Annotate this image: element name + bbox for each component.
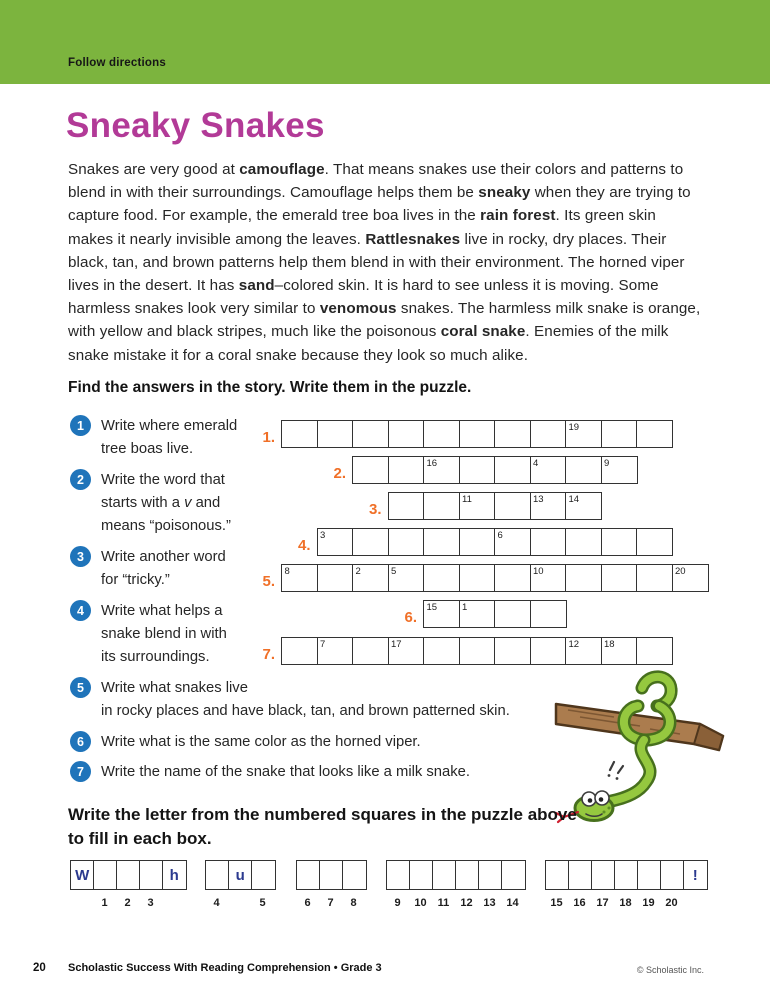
clue-text: Write what snakes live in rocky places and have black, tan, and brown patterned skin.	[101, 680, 510, 719]
letter-box-number: 12	[460, 897, 473, 909]
puzzle-cell[interactable]	[423, 528, 460, 556]
puzzle-cell[interactable]	[530, 420, 567, 448]
puzzle-cell[interactable]	[352, 637, 389, 665]
letter-box-number: 9	[394, 897, 401, 909]
puzzle-cell-number: 7	[320, 639, 326, 650]
letter-box-prefilled: W	[70, 860, 95, 890]
puzzle-cell[interactable]	[317, 420, 354, 448]
letter-box-number: 3	[147, 897, 154, 909]
puzzle-cell-number: 6	[497, 530, 503, 541]
letter-box-number: 16	[573, 897, 586, 909]
letter-box-number: 6	[304, 897, 311, 909]
clue-text: Write another word for “tricky.”	[101, 549, 226, 588]
clue-item-5	[70, 677, 510, 723]
puzzle-cell-number: 13	[533, 494, 544, 505]
letter-box-number: 19	[642, 897, 655, 909]
clue-text: Write where emerald tree boas live.	[101, 418, 238, 457]
puzzle-cell[interactable]	[530, 492, 567, 520]
puzzle-cell[interactable]	[636, 637, 673, 665]
header-label: Follow directions	[68, 57, 166, 69]
clue-number-badge: 3	[70, 546, 91, 567]
clue-item-3	[70, 546, 226, 592]
puzzle-cell[interactable]	[352, 456, 389, 484]
letter-box-number: 15	[550, 897, 563, 909]
puzzle-cell[interactable]	[601, 456, 638, 484]
puzzle-cell[interactable]	[565, 528, 602, 556]
puzzle-cell-number: 10	[533, 566, 544, 577]
letter-box-number: 1	[101, 897, 108, 909]
puzzle-cell[interactable]	[494, 600, 531, 628]
puzzle-cell[interactable]	[352, 420, 389, 448]
puzzle-cell-number: 20	[675, 566, 686, 577]
puzzle-cell[interactable]	[494, 528, 531, 556]
puzzle-cell[interactable]	[565, 492, 602, 520]
puzzle-cell[interactable]	[636, 528, 673, 556]
puzzle-cell-number: 8	[284, 566, 290, 577]
letter-box[interactable]	[386, 860, 411, 890]
puzzle-cell[interactable]	[494, 492, 531, 520]
letter-box[interactable]	[545, 860, 570, 890]
letter-box[interactable]	[660, 860, 685, 890]
puzzle-cell[interactable]	[459, 420, 496, 448]
puzzle-cell-number: 5	[391, 566, 397, 577]
puzzle-cell[interactable]	[601, 528, 638, 556]
clue-number-badge: 2	[70, 469, 91, 490]
puzzle-cell-number: 9	[604, 458, 610, 469]
puzzle-cell[interactable]	[601, 637, 638, 665]
letter-box-prefilled: u	[228, 860, 253, 890]
puzzle-cell[interactable]	[459, 637, 496, 665]
clue-item-2	[70, 469, 231, 538]
clue-number-badge: 7	[70, 761, 91, 782]
footer-series-title: Scholastic Success With Reading Comprehension • Grade 3	[68, 962, 382, 974]
puzzle-cell[interactable]	[601, 564, 638, 592]
puzzle-row-label: 3.	[368, 501, 382, 518]
letter-boxes-instructions: Write the letter from the numbered squares in the puzzle above to fill in each box.	[68, 805, 577, 848]
puzzle-cell[interactable]	[317, 564, 354, 592]
clue-item-4	[70, 600, 227, 669]
puzzle-cell-number: 2	[355, 566, 361, 577]
puzzle-row-label: 5.	[262, 573, 275, 590]
letter-box[interactable]	[614, 860, 639, 890]
puzzle-cell[interactable]	[317, 528, 354, 556]
letter-box-number: 13	[483, 897, 496, 909]
letter-box-prefilled: h	[162, 860, 187, 890]
letter-box[interactable]	[432, 860, 457, 890]
puzzle-cell-number: 15	[426, 602, 438, 613]
letter-box[interactable]	[116, 860, 141, 890]
puzzle-cell[interactable]	[530, 600, 567, 628]
puzzle-cell[interactable]	[423, 456, 460, 484]
clue-text: Write what is the same color as the horned viper.	[101, 734, 421, 750]
clue-item-6	[70, 731, 421, 754]
intro-paragraph: Snakes are very good at camouflage. That means snakes use their colors and patterns to blend in with their surroundings. Camouflage helps them be sneaky when they are trying to capture food. For example, the emerald tree boa lives in the rain forest. Its green skin makes it nearly invisible among the leaves. Rattlesnakes live in rocky, dry places. Their black, tan, and brown patterns help them blend in with their environment. The horned viper lives in the desert. It has sand–colored skin. It is hard to see unless it is moving. Some harmless snakes look very similar to venomous snakes. The harmless milk snake is orange, with yellow and black stripes, much like the poisonous coral snake. Enemies of the milk snake mistake it for a coral snake because they look so much alike.	[68, 161, 701, 364]
puzzle-cell[interactable]	[494, 637, 531, 665]
puzzle-cell[interactable]	[281, 564, 318, 592]
footer-copyright: © Scholastic Inc.	[636, 965, 704, 975]
letter-box[interactable]	[637, 860, 662, 890]
clue-item-1	[70, 415, 237, 461]
letter-box[interactable]	[409, 860, 434, 890]
clue-number-badge: 6	[70, 731, 91, 752]
puzzle-cell[interactable]	[459, 456, 496, 484]
puzzle-cell[interactable]	[459, 492, 496, 520]
puzzle-cell-number: 19	[568, 422, 580, 433]
puzzle-cell[interactable]	[352, 564, 389, 592]
puzzle-cell-number: 18	[604, 639, 615, 650]
clue-text: Write the word that starts with a v and means “poisonous.”	[101, 472, 231, 534]
puzzle-cell-number: 3	[320, 530, 326, 541]
puzzle-cell[interactable]	[636, 420, 673, 448]
puzzle-cell-number: 16	[426, 458, 438, 469]
letter-box-number: 4	[213, 897, 220, 909]
puzzle-cell[interactable]	[601, 420, 638, 448]
letter-box-number: 18	[619, 897, 632, 909]
puzzle-row-label: 7.	[262, 646, 275, 663]
puzzle-instructions: Find the answers in the story. Write them in the puzzle.	[68, 379, 472, 396]
clue-number-badge: 5	[70, 677, 91, 698]
clue-text: Write the name of the snake that looks like a milk snake.	[101, 764, 471, 780]
letter-box[interactable]	[205, 860, 230, 890]
puzzle-cell-number: 4	[533, 458, 539, 469]
puzzle-cell[interactable]	[565, 456, 602, 484]
puzzle-cell[interactable]	[281, 420, 318, 448]
letter-box[interactable]	[251, 860, 276, 890]
letter-box-number: 5	[259, 897, 266, 909]
page-title: Sneaky Snakes	[66, 106, 325, 145]
letter-box[interactable]	[568, 860, 593, 890]
puzzle-cell[interactable]	[565, 564, 602, 592]
puzzle-cell[interactable]	[281, 637, 318, 665]
puzzle-cell[interactable]	[423, 492, 460, 520]
letter-box-number: 14	[506, 897, 519, 909]
puzzle-cell-number: 14	[568, 494, 580, 505]
clue-number-badge: 4	[70, 600, 91, 621]
letter-box[interactable]	[93, 860, 118, 890]
puzzle-cell-number: 12	[568, 639, 580, 650]
letter-box[interactable]	[139, 860, 164, 890]
letter-box[interactable]	[342, 860, 367, 890]
letter-box-number: 2	[124, 897, 131, 909]
puzzle-cell[interactable]	[494, 564, 531, 592]
puzzle-cell[interactable]	[388, 420, 425, 448]
letter-box[interactable]	[319, 860, 344, 890]
clue-item-7	[70, 761, 470, 784]
puzzle-cell[interactable]	[423, 637, 460, 665]
letter-box-number: 10	[414, 897, 427, 909]
puzzle-cell[interactable]	[530, 637, 567, 665]
puzzle-cell[interactable]	[565, 637, 602, 665]
clue-number-badge: 1	[70, 415, 91, 436]
letter-box-prefilled: !	[683, 860, 708, 890]
puzzle-row-label: 6.	[404, 609, 417, 626]
puzzle-cell[interactable]	[352, 528, 389, 556]
puzzle-cell[interactable]	[530, 528, 567, 556]
letter-box[interactable]	[478, 860, 503, 890]
letter-box-number: 20	[665, 897, 678, 909]
letter-box-number: 17	[596, 897, 609, 909]
puzzle-cell[interactable]	[459, 528, 496, 556]
puzzle-row-label: 1.	[262, 429, 275, 446]
puzzle-cell[interactable]	[423, 420, 460, 448]
puzzle-row-label: 2.	[333, 465, 346, 482]
puzzle-cell[interactable]	[636, 564, 673, 592]
puzzle-cell[interactable]	[459, 564, 496, 592]
puzzle-cell[interactable]	[494, 420, 531, 448]
puzzle-cell[interactable]	[494, 456, 531, 484]
puzzle-row-label: 4.	[297, 537, 311, 554]
header-bar	[0, 0, 770, 84]
puzzle-cell[interactable]	[388, 637, 425, 665]
puzzle-cell-number: 17	[391, 639, 402, 650]
puzzle-cell[interactable]	[388, 564, 425, 592]
puzzle-cell-number: 1	[462, 602, 468, 613]
puzzle-cell[interactable]	[672, 564, 709, 592]
letter-box[interactable]	[591, 860, 616, 890]
puzzle-cell[interactable]	[459, 600, 496, 628]
letter-box[interactable]	[296, 860, 321, 890]
letter-box-number: 11	[437, 897, 450, 909]
letter-box[interactable]	[455, 860, 480, 890]
letter-box-number: 8	[350, 897, 357, 909]
puzzle-cell[interactable]	[565, 420, 602, 448]
puzzle-cell[interactable]	[388, 528, 425, 556]
page-number: 20	[33, 962, 46, 974]
puzzle-cell[interactable]	[423, 564, 460, 592]
puzzle-cell[interactable]	[388, 456, 425, 484]
letter-box[interactable]	[501, 860, 526, 890]
puzzle-cell[interactable]	[530, 456, 567, 484]
letter-box-number: 7	[327, 897, 334, 909]
puzzle-cell-number: 11	[462, 494, 472, 505]
clue-text: Write what helps a snake blend in with its surroundings.	[101, 603, 227, 665]
puzzle-cell[interactable]	[388, 492, 425, 520]
puzzle-cell[interactable]	[423, 600, 460, 628]
puzzle-cell[interactable]	[317, 637, 354, 665]
puzzle-cell[interactable]	[530, 564, 567, 592]
